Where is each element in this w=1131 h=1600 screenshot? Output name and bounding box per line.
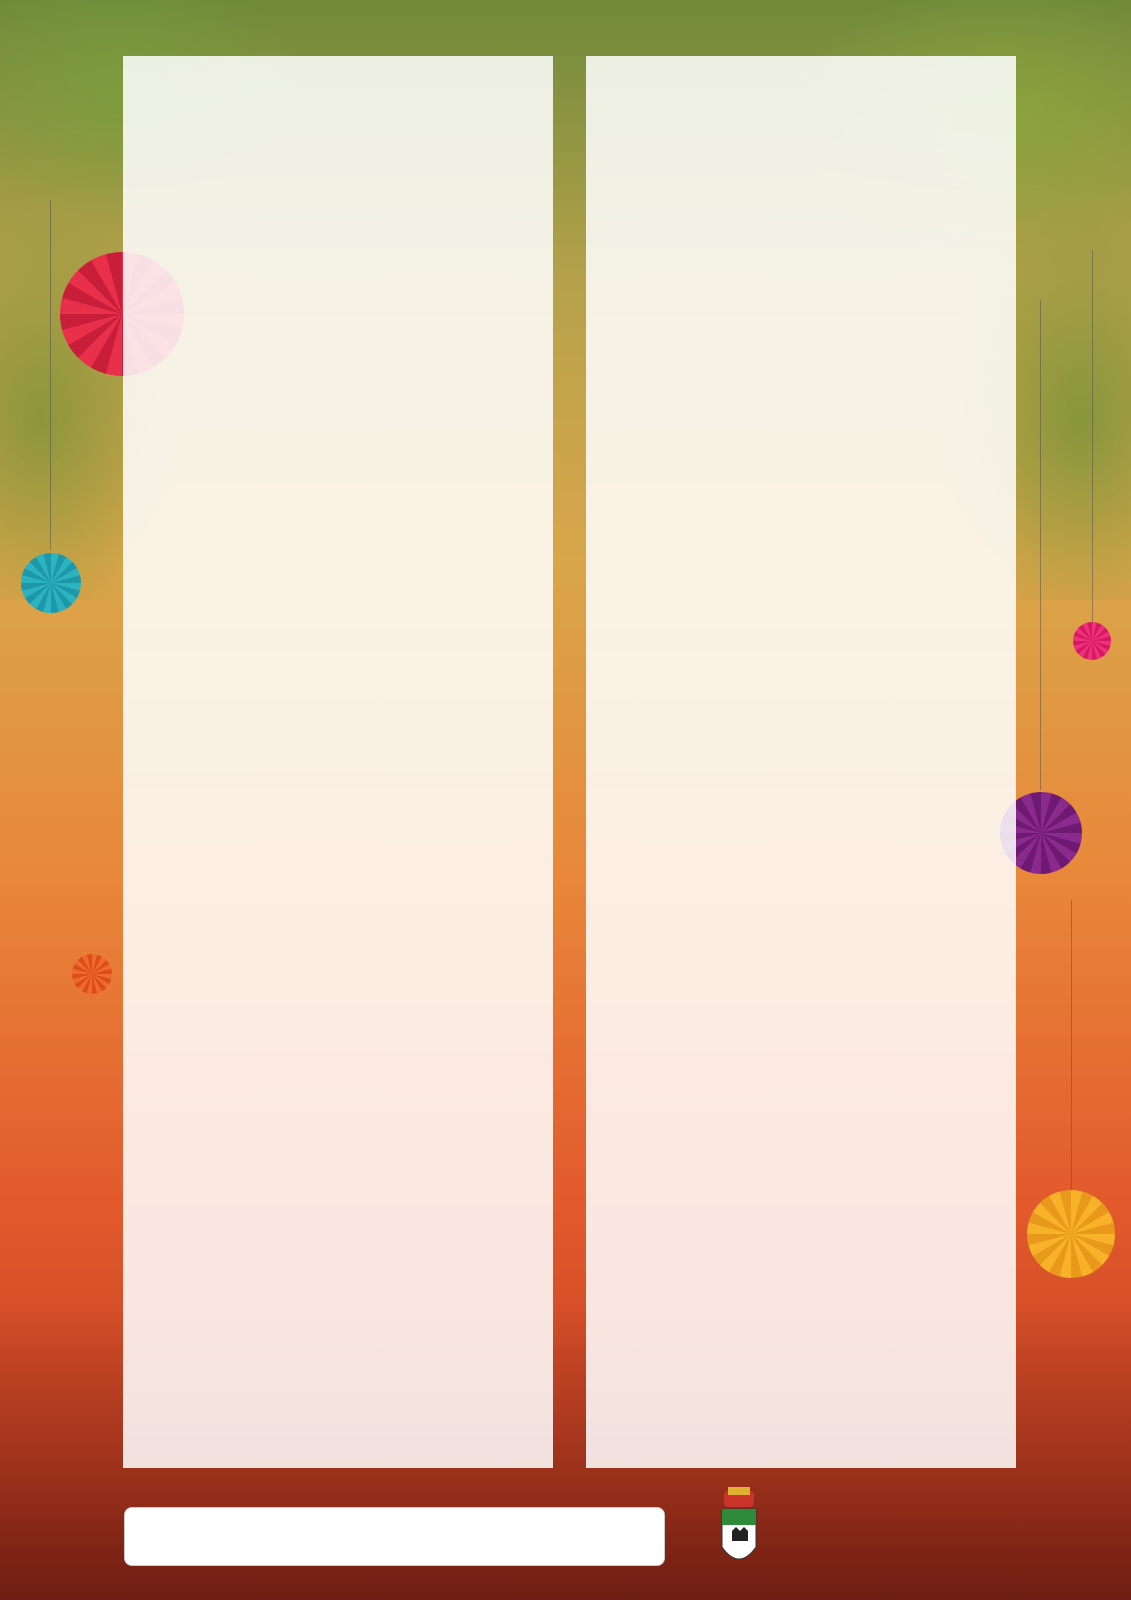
event-description — [661, 494, 998, 514]
event-time — [603, 250, 661, 270]
hanging-string — [50, 200, 51, 550]
events-lunes — [147, 1026, 537, 1096]
event-row — [603, 250, 998, 270]
events-viernes — [603, 494, 998, 739]
events-martes — [603, 230, 998, 270]
hanging-string — [1040, 300, 1041, 790]
coat-of-arms-icon — [718, 1487, 760, 1575]
event-description — [661, 534, 998, 632]
orange-paper-fan-icon — [72, 954, 112, 994]
events-lunes-continued — [603, 124, 998, 134]
event-time — [603, 534, 661, 632]
hanging-string — [1071, 900, 1072, 1190]
event-time — [603, 494, 661, 514]
left-panel — [123, 56, 553, 1468]
yellow-paper-fan-icon — [1027, 1190, 1115, 1278]
events-sabado — [603, 946, 998, 1026]
events-domingo — [147, 623, 537, 693]
event-description — [661, 250, 998, 270]
event-description — [661, 641, 998, 739]
footer-note — [124, 1507, 665, 1566]
pink-paper-fan-icon — [1073, 622, 1111, 660]
hanging-string — [1092, 250, 1093, 630]
teal-paper-fan-icon — [21, 553, 81, 613]
